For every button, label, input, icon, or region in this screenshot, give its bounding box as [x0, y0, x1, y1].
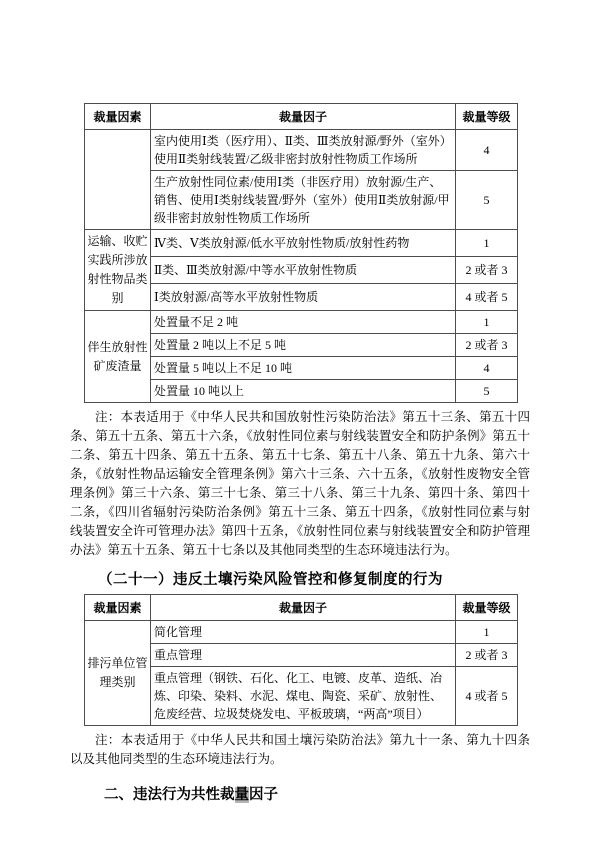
grade-cell: 1 — [456, 230, 518, 257]
factor-cell: 处置量 10 吨以上 — [151, 380, 456, 403]
factor-cell: 重点管理（钢铁、石化、化工、电镀、皮革、造纸、冶炼、印染、染料、水泥、煤电、陶瓷、采矿、放射性、危废经营、垃圾焚烧发电、平板玻璃，“两高”项目） — [151, 667, 456, 726]
grade-cell: 1 — [456, 311, 518, 334]
table-row — [85, 230, 518, 257]
factor-cell: 处置量 2 吨以上不足 5 吨 — [151, 334, 456, 357]
column-header-factor-type: 裁量因素 — [85, 595, 151, 621]
factor-cell: 室内使用Ⅰ类（医疗用）、Ⅱ类、Ⅲ类放射源/野外（室外）使用Ⅱ类射线装置/乙级非密封放射性物质工作场所 — [151, 130, 456, 171]
table-header-row — [85, 595, 518, 621]
radiation-table-note: 注：本表适用于《中华人民共和国放射性污染防治法》第五十三条、第五十四条、第五十五条、第五十六条，《放射性同位素与射线装置安全和防护条例》第五十二条、第五十四条、第五十五条、第五十七条、第五十八条、第五十九条、第六十条，《放射性物品运输安全管理条例》第六十三条、六十五条，《放射性废物安全管理条例》第三十六条、第三十七条、第三十八条、第三十九条、第四十条、第四十二条，《四川省辐射污染防治条例》第五十三条、第五十四条，《放射性同位素与射线装置安全许可管理办法》第四十五条，《放射性同位素与射线装置安全和防护管理办法》第五十五条、第五十七条以及其他同类型的生态环境违法行为。 — [70, 410, 530, 557]
table-row — [85, 311, 518, 334]
grade-cell: 1 — [456, 621, 518, 644]
soil-table-note: 注：本表适用于《中华人民共和国土壤污染防治法》第九十一条、第九十四条以及其他同类型的生态环境违法行为。 — [70, 733, 530, 766]
radiation-penalty-factor-table — [84, 103, 518, 403]
column-header-grade: 裁量等级 — [456, 104, 518, 130]
soil-penalty-factor-table — [84, 594, 518, 726]
group-label-discharge-unit-category: 排污单位管理类别 — [85, 621, 151, 726]
grade-cell: 5 — [456, 171, 518, 230]
grade-cell: 2 或者 3 — [456, 257, 518, 284]
common-factors-heading — [70, 783, 530, 804]
group-label-transport-category: 运输、收贮实践所涉放射性物品类别 — [85, 230, 151, 311]
grade-cell: 4 或者 5 — [456, 667, 518, 726]
factor-cell: 重点管理 — [151, 644, 456, 667]
grade-cell: 4 或者 5 — [456, 284, 518, 311]
section-21-heading: （二十一）违反土壤污染风险管控和修复制度的行为 — [98, 572, 443, 588]
table-header-row — [85, 104, 518, 130]
grade-cell: 5 — [456, 380, 518, 403]
factor-cell: Ⅳ类、Ⅴ类放射源/低水平放射性物质/放射性药物 — [151, 230, 456, 257]
factor-cell: 简化管理 — [151, 621, 456, 644]
factor-cell: 生产放射性同位素/使用Ⅰ类（非医疗用）放射源/生产、销售、使用Ⅰ类射线装置/野外（室外）使用Ⅱ类放射源/甲级非密封放射性物质工作场所 — [151, 171, 456, 230]
group-label-associated-radioactive-slag: 伴生放射性矿废渣量 — [85, 311, 151, 403]
table-row — [85, 130, 518, 171]
column-header-grade: 裁量等级 — [456, 595, 518, 621]
factor-cell: Ⅰ类放射源/高等水平放射性物质 — [151, 284, 456, 311]
grade-cell: 2 或者 3 — [456, 644, 518, 667]
table-row — [85, 621, 518, 644]
factor-cell: Ⅱ类、Ⅲ类放射源/中等水平放射性物质 — [151, 257, 456, 284]
highlighted-character: 量 — [234, 787, 249, 803]
column-header-factor-type: 裁量因素 — [85, 104, 151, 130]
column-header-factor: 裁量因子 — [151, 104, 456, 130]
grade-cell: 4 — [456, 130, 518, 171]
grade-cell: 2 或者 3 — [456, 334, 518, 357]
factor-cell: 处置量不足 2 吨 — [151, 311, 456, 334]
heading-text: 因子 — [249, 787, 278, 803]
column-header-factor: 裁量因子 — [151, 595, 456, 621]
heading-text: 二、违法行为共性裁 — [104, 787, 235, 803]
factor-cell: 处置量 5 吨以上不足 10 吨 — [151, 357, 456, 380]
group-label-empty — [85, 130, 151, 230]
grade-cell: 4 — [456, 357, 518, 380]
